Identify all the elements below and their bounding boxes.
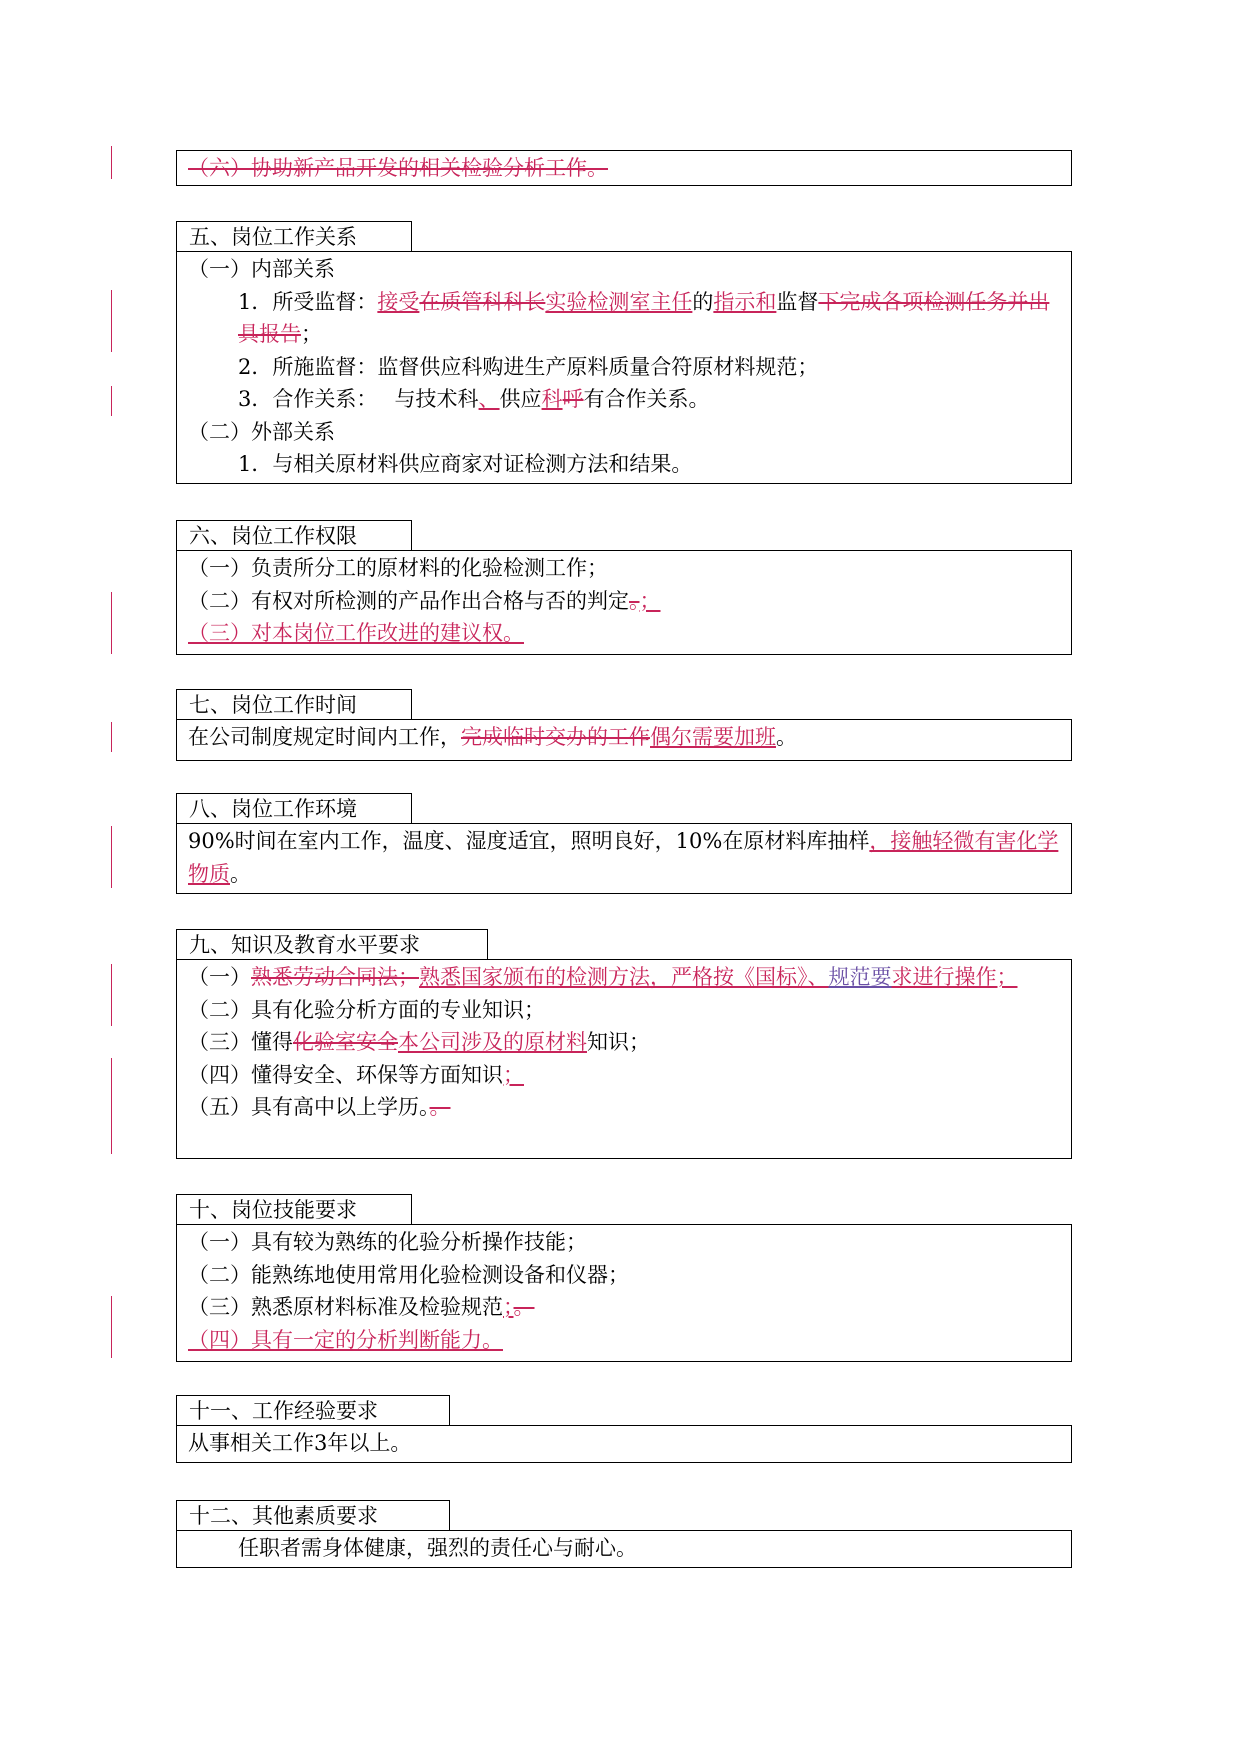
section-11-box xyxy=(176,1425,1072,1463)
authority-line-2: （二）有权对所检测的产品作出合格与否的判定。； xyxy=(188,588,661,613)
change-bar xyxy=(111,290,112,352)
change-bar xyxy=(111,592,112,654)
experience-line: 从事相关工作3年以上。 xyxy=(188,1431,412,1455)
skill-line-4: （四）具有一定的分析判断能力。 xyxy=(188,1327,503,1352)
change-bar xyxy=(111,146,112,179)
section-10-box xyxy=(176,1224,1072,1362)
section-6-title: 六、岗位工作权限 xyxy=(176,520,412,550)
external-relation-line: 1．与相关原材料供应商家对证检测方法和结果。 xyxy=(238,452,693,476)
section-6-box xyxy=(176,550,1072,655)
change-bar xyxy=(111,964,112,1026)
cooperation-line: 3．合作关系： 与技术科、供应科呼有合作关系。 xyxy=(238,387,710,411)
authority-line-1: （一）负责所分工的原材料的化验检测工作； xyxy=(188,556,608,580)
section-4-continuation-box xyxy=(176,150,1072,186)
section-7-box xyxy=(176,719,1072,761)
other-qualities-line: 任职者需身体健康，强烈的责任心与耐心。 xyxy=(238,1536,637,1560)
knowledge-line-5: （五）具有高中以上学历。。 xyxy=(188,1095,451,1119)
authority-line-3: （三）对本岗位工作改进的建议权。 xyxy=(188,621,524,645)
change-bar xyxy=(111,1058,112,1154)
change-bar xyxy=(111,826,112,888)
skill-line-2: （二）能熟练地使用常用化验检测设备和仪器； xyxy=(188,1262,629,1287)
section-8-title: 八、岗位工作环境 xyxy=(176,793,412,823)
knowledge-line-1: （一）熟悉劳动合同法；熟悉国家颁布的检测方法，严格按《国标》、规范要求进行操作； xyxy=(188,965,1018,989)
change-bar xyxy=(111,722,112,752)
knowledge-line-2: （二）具有化验分析方面的专业知识； xyxy=(188,997,545,1022)
section-8-box xyxy=(176,823,1072,894)
skill-line-1: （一）具有较为熟练的化验分析操作技能； xyxy=(188,1230,587,1254)
section-7-title: 七、岗位工作时间 xyxy=(176,689,412,719)
skill-line-3: （三）熟悉原材料标准及检验规范；。 xyxy=(188,1295,535,1319)
work-environment-line: 90%时间在室内工作，温度、湿度适宜，照明良好，10%在原材料库抽样，接触轻微有害化学物质。 xyxy=(188,829,1059,886)
supervised-by-line: 1．所受监督：接受在质管科科长实验检测室主任的指示和监督下完成各项检测任务并出具报告； xyxy=(238,289,1050,346)
change-bar xyxy=(111,1296,112,1358)
section-12-title: 十二、其他素质要求 xyxy=(176,1500,450,1530)
section-5-box xyxy=(176,251,1072,484)
internal-relations-heading: （一）内部关系 xyxy=(188,257,335,281)
supervises-line: 2．所施监督：监督供应科购进生产原料质量合符原材料规范； xyxy=(238,354,819,379)
section-9-box xyxy=(176,959,1072,1159)
section-5-title: 五、岗位工作关系 xyxy=(176,221,412,251)
external-relations-heading: （二）外部关系 xyxy=(188,419,335,444)
deleted-item-6: （六）协助新产品开发的相关检验分析工作。 xyxy=(188,156,608,180)
knowledge-line-3: （三）懂得化验室安全本公司涉及的原材料知识； xyxy=(188,1030,650,1054)
section-12-box xyxy=(176,1530,1072,1568)
section-10-title: 十、岗位技能要求 xyxy=(176,1194,412,1224)
section-11-title: 十一、工作经验要求 xyxy=(176,1395,450,1425)
knowledge-line-4: （四）懂得安全、环保等方面知识； xyxy=(188,1062,524,1087)
work-time-line: 在公司制度规定时间内工作，完成临时交办的工作偶尔需要加班。 xyxy=(188,725,797,749)
change-bar xyxy=(111,386,112,416)
section-9-title: 九、知识及教育水平要求 xyxy=(176,929,488,959)
